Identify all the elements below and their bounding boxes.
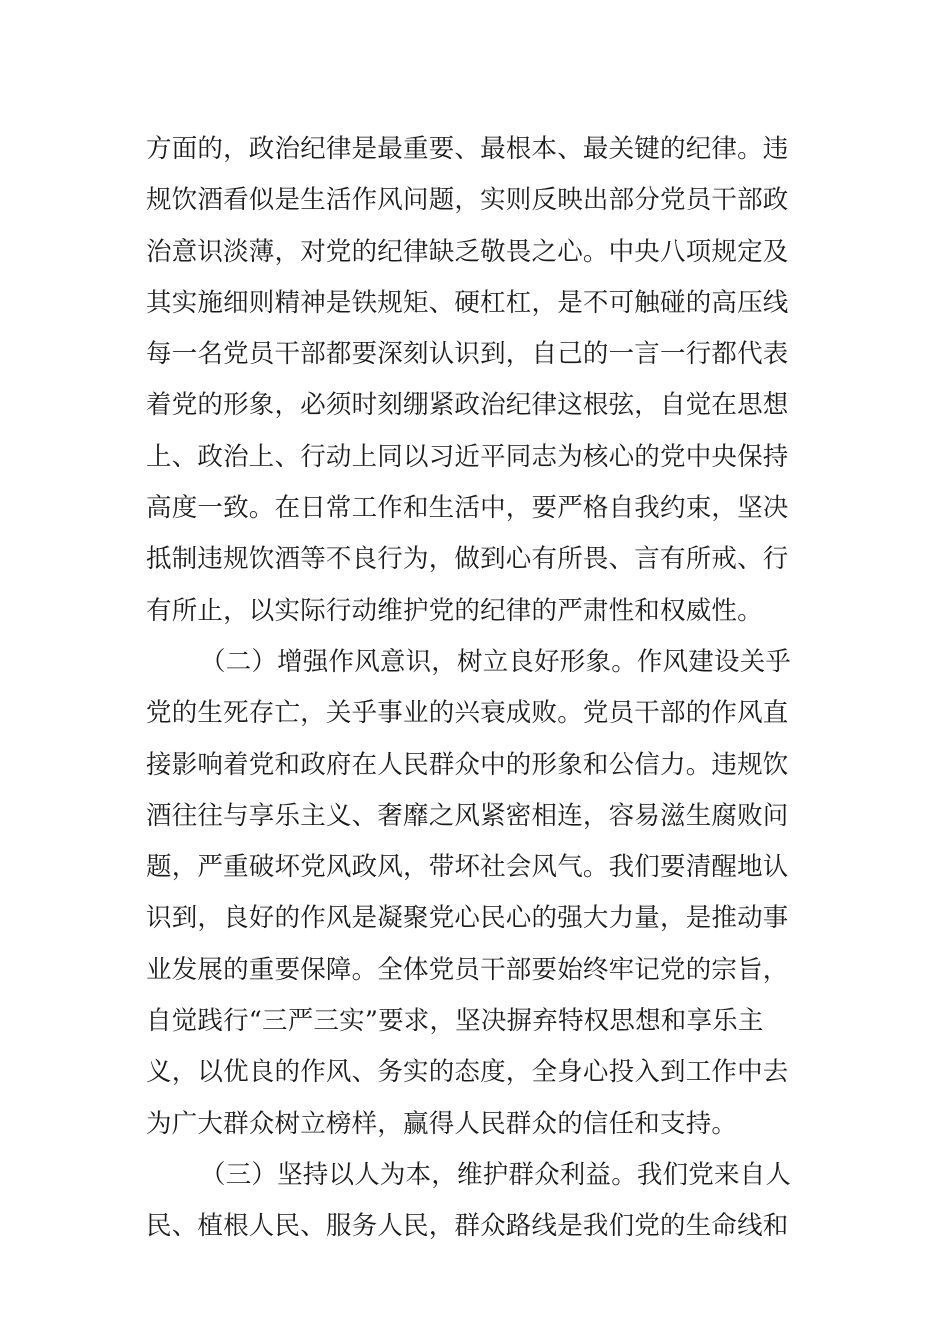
document-body [146,124,806,1253]
body-line: 自觉践行“三严三实”要求，坚决摒弃特权思想和享乐主 [146,1006,764,1037]
body-line: 为广大群众树立榜样，赢得人民群众的信任和支持。 [146,1108,738,1139]
body-line: 接影响着党和政府在人民群众中的形象和公信力。违规饮 [146,749,789,780]
body-line: 识到，良好的作风是凝聚党心民心的强大力量，是推动事 [146,903,789,934]
body-line: 业发展的重要保障。全体党员干部要始终牢记党的宗旨， [146,954,789,985]
body-line: 题，严重破坏党风政风，带坏社会风气。我们要清醒地认 [146,852,789,883]
body-line: 治意识淡薄，对党的纪律缺乏敬畏之心。中央八项规定及 [146,236,789,267]
section-heading-line: （二）增强作风意识，树立良好形象。作风建设关乎 [200,646,792,677]
body-line: 酒往往与享乐主义、奢靡之风紧密相连，容易滋生腐败问 [146,800,789,831]
body-line: 党的生死存亡，关乎事业的兴衰成败。党员干部的作风直 [146,698,789,729]
body-line: 方面的，政治纪律是最重要、最根本、最关键的纪律。违 [146,134,789,164]
body-line: 义，以优良的作风、务实的态度，全身心投入到工作中去 [146,1057,789,1088]
body-line: 有所止，以实际行动维护党的纪律的严肃性和权威性。 [146,595,763,626]
body-line: 抵制违规饮酒等不良行为，做到心有所畏、言有所戒、行 [146,544,789,575]
body-line: 每一名党员干部都要深刻认识到，自己的一言一行都代表 [146,339,789,370]
body-line: 上、政治上、行动上同以习近平同志为核心的党中央保持 [146,441,789,472]
section-heading-line: （三）坚持以人为本，维护群众利益。我们党来自人 [200,1159,792,1190]
body-line: 规饮酒看似是生活作风问题，实则反映出部分党员干部政 [146,185,789,216]
body-line: 民、植根人民、服务人民，群众路线是我们党的生命线和 [146,1211,789,1242]
body-line: 着党的形象，必须时刻绷紧政治纪律这根弦，自觉在思想 [146,390,789,421]
body-line: 高度一致。在日常工作和生活中，要严格自我约束，坚决 [146,493,789,524]
body-line: 其实施细则精神是铁规矩、硬杠杠，是不可触碰的高压线 [146,287,789,318]
